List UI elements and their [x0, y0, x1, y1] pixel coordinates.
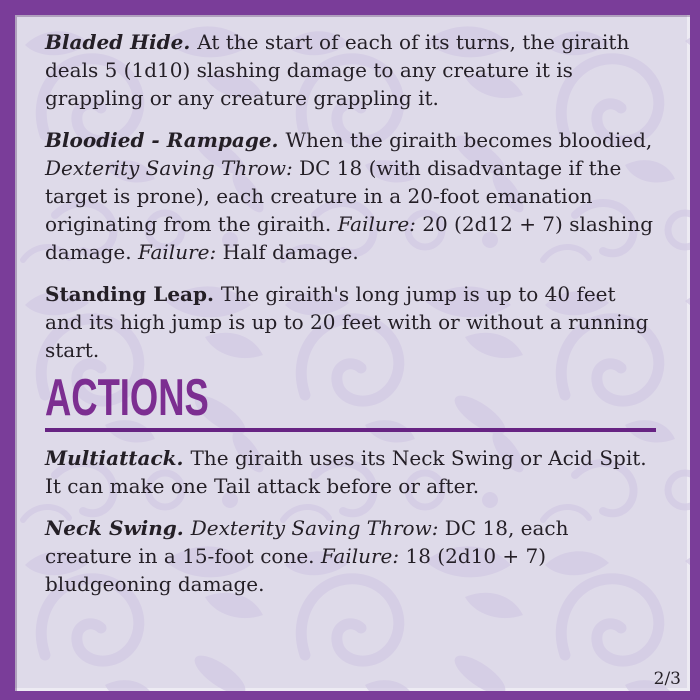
neck-swing-text-1: DC 18, each creature in a 15-foot cone.: [45, 516, 569, 568]
neck-swing-saving-throw-label: Dexterity Saving Throw:: [190, 516, 445, 540]
actions-section-title: ACTIONS: [45, 369, 209, 427]
standing-leap-label: Standing Leap.: [45, 282, 221, 306]
bloodied-rampage-text-1: When the giraith becomes bloodied,: [285, 128, 653, 152]
bloodied-rampage-text-2: DC 18 (with disadvantage if the target is prone), each creature in a 20-foot emanation originating from the giraith.: [45, 156, 622, 236]
neck-swing-failure-label: Failure:: [320, 544, 406, 568]
bladed-hide-label: Bladed Hide.: [45, 30, 198, 54]
bloodied-rampage-text-3: 20 (2d12 + 7) slashing damage.: [45, 212, 654, 264]
saving-throw-label: Dexterity Saving Throw:: [45, 156, 300, 180]
card-content: [15, 15, 690, 598]
neck-swing-text-2: 18 (2d10 + 7) bludgeoning damage.: [45, 544, 547, 596]
trait-bladed-hide: [45, 28, 656, 112]
failure-label-2: Failure:: [137, 240, 223, 264]
multiattack-label: Multiattack.: [45, 446, 191, 470]
failure-label-1: Failure:: [337, 212, 423, 236]
actions-section-divider: [45, 428, 656, 432]
neck-swing-label: Neck Swing.: [45, 516, 191, 540]
standing-leap-text: The giraith's long jump is up to 40 feet and its high jump is up to 20 feet with or without a running start.: [45, 282, 649, 362]
card-panel: [15, 15, 690, 691]
page-indicator: 2/3: [653, 669, 681, 689]
action-neck-swing: [45, 514, 656, 598]
bladed-hide-text: At the start of each of its turns, the giraith deals 5 (1d10) slashing damage to any creature it is grappling or any creature grappling it.: [45, 30, 630, 110]
bloodied-rampage-text-4: Half damage.: [222, 240, 359, 264]
trait-standing-leap: [45, 280, 656, 364]
bloodied-rampage-label: Bloodied - Rampage.: [45, 128, 286, 152]
multiattack-text: The giraith uses its Neck Swing or Acid Spit. It can make one Tail attack before or after.: [45, 446, 647, 498]
action-multiattack: [45, 444, 656, 500]
trait-bloodied-rampage: [45, 126, 656, 266]
